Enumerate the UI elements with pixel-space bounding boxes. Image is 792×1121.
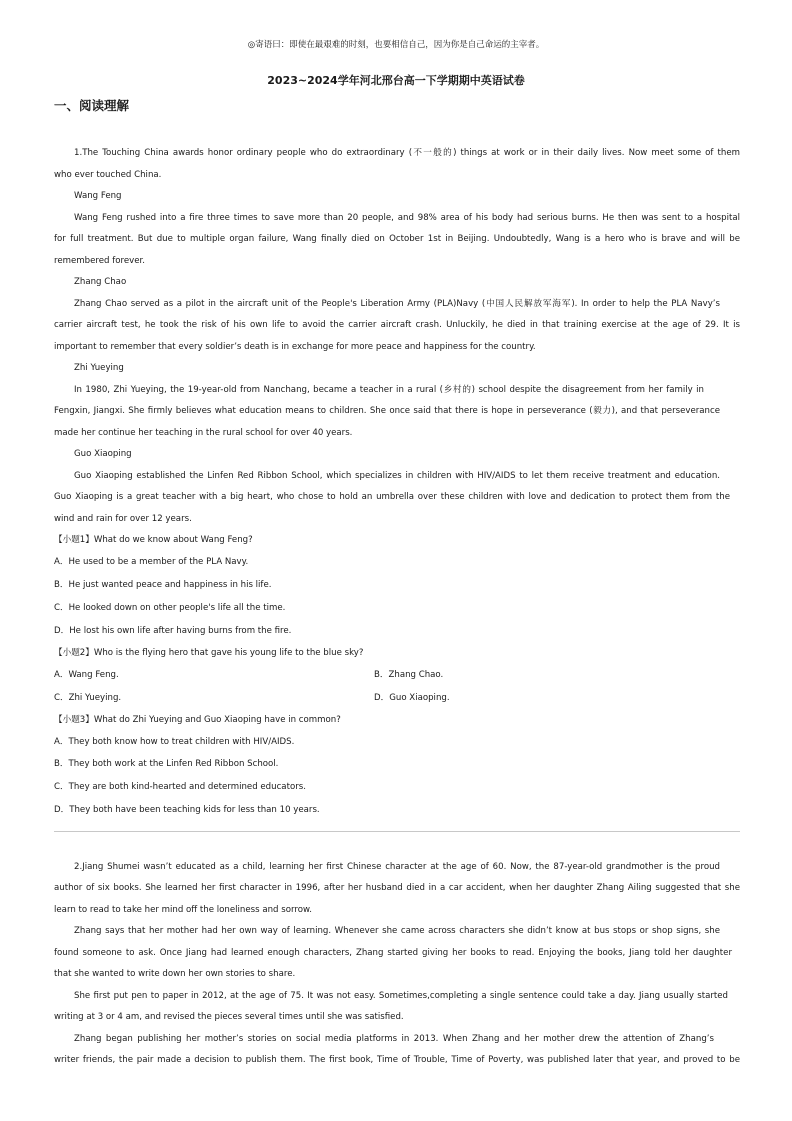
passage-line: for full treatment. But due to multiple organ failure, Wang finally died on October 1st in Beijing. Undoubtedly, Wang is a hero who is brave and will be <box>54 234 740 244</box>
passage-line: learn to read to take her mind off the loneliness and sorrow. <box>54 905 312 915</box>
passage-line: carrier aircraft test, he took the risk of his own life to avoid the carrier aircraft crash. Unluckily, he died in that training exercise at the age of 29. It is <box>54 320 740 330</box>
passage-line: In 1980, Zhi Yueying, the 19-year-old from Nanchang, became a teacher in a rural (乡村的) school despite the disagreement from her family in <box>74 385 704 395</box>
section-heading: 一、阅读理解 <box>54 98 130 113</box>
passage-line: Zhang began publishing her mother’s stories on social media platforms in 2013. When Zhang and her mother drew the attention of Zhang’s <box>74 1034 714 1044</box>
answer-option: A．They both know how to treat children with HIV/AIDS. <box>54 737 295 747</box>
passage-line: that she wanted to write down her own stories to share. <box>54 969 296 979</box>
passage-subheading: Zhang Chao <box>74 277 127 287</box>
passage-line: She first put pen to paper in 2012, at the age of 75. It was not easy. Sometimes,completing a single sentence could take a day. Jiang usually started <box>74 991 728 1001</box>
question-stem: 【小题1】What do we know about Wang Feng? <box>54 535 253 545</box>
answer-option: D．He lost his own life after having burns from the fire. <box>54 626 292 636</box>
passage-line: made her continue her teaching in the rural school for over 40 years. <box>54 428 353 438</box>
section-divider <box>54 831 740 832</box>
page-title: 2023~2024学年河北邢台高一下学期期中英语试卷 <box>267 74 525 87</box>
answer-option: C．They are both kind-hearted and determined educators. <box>54 782 306 792</box>
passage-line: Guo Xiaoping is a great teacher with a big heart, who chose to hold an umbrella over these children with love and dedication to protect them from the <box>54 492 730 502</box>
answer-option: D．Guo Xiaoping. <box>374 693 450 703</box>
question-stem: 【小题3】What do Zhi Yueying and Guo Xiaoping have in common? <box>54 715 341 725</box>
passage-line: found someone to ask. Once Jiang had learned enough characters, Zhang started giving her books to read. Enjoying the books, Jiang told her daughter <box>54 948 732 958</box>
question-stem: 【小题2】Who is the flying hero that gave his young life to the blue sky? <box>54 648 364 658</box>
passage-line: remembered forever. <box>54 256 145 266</box>
passage-subheading: Zhi Yueying <box>74 363 124 373</box>
passage-line: 1.The Touching China awards honor ordinary people who do extraordinary (不一般的) things at work or in their daily lives. Now meet some of them <box>74 148 740 158</box>
passage-line: important to remember that every soldier’s death is in exchange for more peace and happiness for the country. <box>54 342 536 352</box>
header-motto: ◎寄语曰：即使在最艰难的时刻，也要相信自己，因为你是自己命运的主宰者。 <box>247 40 545 50</box>
passage-line: writing at 3 or 4 am, and revised the pieces several times until she was satisfied. <box>54 1012 404 1022</box>
passage-subheading: Guo Xiaoping <box>74 449 132 459</box>
answer-option: B．They both work at the Linfen Red Ribbon School. <box>54 759 279 769</box>
passage-line: writer friends, the pair made a decision to publish them. The first book, Time of Trouble, Time of Poverty, was published later that year, and proved to be <box>54 1055 740 1065</box>
answer-option: A．Wang Feng. <box>54 670 119 680</box>
passage-line: Zhang Chao served as a pilot in the aircraft unit of the People's Liberation Army (PLA)Navy (中国人民解放军海军). In order to help the PLA Navy’s <box>74 299 720 309</box>
passage-line: Guo Xiaoping established the Linfen Red Ribbon School, which specializes in children with HIV/AIDS to let them receive treatment and education. <box>74 471 720 481</box>
answer-option: A．He used to be a member of the PLA Navy. <box>54 557 249 567</box>
passage-line: Zhang says that her mother had her own way of learning. Whenever she came across characters she didn’t know at bus stops or shop signs, she <box>74 926 720 936</box>
passage-line: 2.Jiang Shumei wasn’t educated as a child, learning her first Chinese character at the age of 60. Now, the 87-year-old grandmother is the proud <box>74 862 720 872</box>
answer-option: D．They both have been teaching kids for less than 10 years. <box>54 805 320 815</box>
answer-option: B．Zhang Chao. <box>374 670 444 680</box>
passage-line: Wang Feng rushed into a fire three times to save more than 20 people, and 98% area of his body had serious burns. He then was sent to a hospital <box>74 213 740 223</box>
passage-line: who ever touched China. <box>54 170 162 180</box>
passage-line: author of six books. She learned her first character in 1996, after her husband died in a car accident, when her daughter Zhang Ailing suggested that she <box>54 883 740 893</box>
passage-line: wind and rain for over 12 years. <box>54 514 192 524</box>
passage-subheading: Wang Feng <box>74 191 122 201</box>
answer-option: C．Zhi Yueying. <box>54 693 122 703</box>
passage-line: Fengxin, Jiangxi. She firmly believes what education means to children. She once said that there is hope in perseverance (毅力), and that perseverance <box>54 406 720 416</box>
answer-option: C．He looked down on other people's life all the time. <box>54 603 286 613</box>
answer-option: B．He just wanted peace and happiness in his life. <box>54 580 272 590</box>
